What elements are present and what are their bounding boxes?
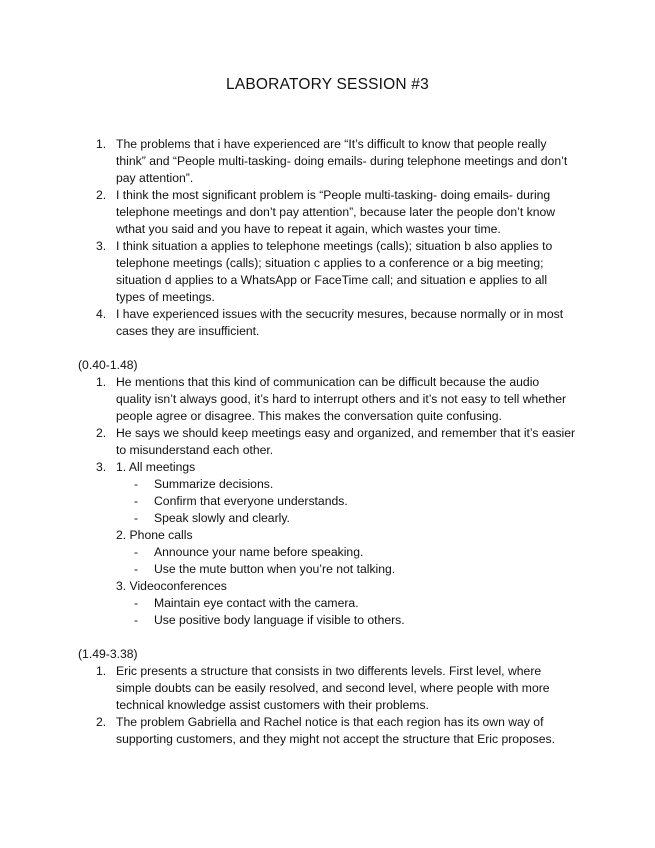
list-item — [0, 425, 576, 459]
bullet-item — [0, 561, 655, 578]
list-item — [0, 374, 576, 425]
page-title: LABORATORY SESSION #3 — [226, 76, 429, 93]
sub-label-phone-calls: 2. Phone calls — [116, 528, 193, 542]
section-label-part2: (0.40-1.48) — [78, 358, 138, 372]
list-number: 1. — [96, 664, 107, 678]
answers-list-part3 — [0, 663, 655, 748]
bullet-item — [0, 510, 655, 527]
sub-label-videoconferences: 3. Videoconferences — [116, 579, 227, 593]
list-text: 1. All meetings — [116, 460, 196, 474]
list-number: 2. — [96, 715, 107, 729]
bullet-dash: - — [134, 596, 139, 610]
bullet-text: Use positive body language if visible to others. — [154, 613, 405, 627]
bullet-dash: - — [134, 545, 139, 559]
bullet-text: Speak slowly and clearly. — [154, 511, 290, 525]
bullet-item — [0, 544, 655, 561]
document-body — [0, 136, 655, 748]
bullet-text: Summarize decisions. — [154, 477, 274, 491]
bullet-item — [0, 493, 655, 510]
list-item — [0, 663, 576, 714]
list-number: 2. — [96, 188, 107, 202]
list-item — [0, 187, 576, 238]
bullet-dash: - — [134, 494, 139, 508]
bullet-item — [0, 612, 655, 629]
list-text: The problem Gabriella and Rachel notice is that each region has its own way of supporting customers, and they might not accept the structure that Eric proposes. — [116, 715, 555, 746]
list-number: 1. — [96, 375, 107, 389]
list-number: 1. — [96, 137, 107, 151]
list-item — [0, 306, 576, 340]
list-item — [0, 459, 576, 476]
list-text: Eric presents a structure that consists in two differents levels. First level, where simple doubts can be easily resolved, and second level, where people with more technical knowledge assist customers with their problems. — [116, 664, 550, 712]
bullet-dash: - — [134, 477, 139, 491]
list-text: I think the most significant problem is “People multi-tasking- doing emails- during telephone meetings and don’t pay attention”, because later the people don’t know wthat you said and you have to repeat it again, which wastes your time. — [116, 188, 556, 236]
list-number: 2. — [96, 426, 107, 440]
list-number: 3. — [96, 239, 107, 253]
bullet-text: Maintain eye contact with the camera. — [154, 596, 359, 610]
list-text: I think situation a applies to telephone meetings (calls); situation b also applies to telephone meetings (calls); situation c applies to a conference or a big meeting; situation d applies to a WhatsApp or FaceTime call; and situation e applies to all types of meetings. — [116, 239, 553, 304]
bullet-item — [0, 476, 655, 493]
bullet-dash: - — [134, 613, 139, 627]
list-text: He mentions that this kind of communication can be difficult because the audio quality isn’t always good, it’s hard to interrupt others and it’s not easy to tell whether people agree or disagree. This makes the conversation quite confusing. — [116, 375, 567, 423]
bullet-text: Use the mute button when you’re not talking. — [154, 562, 396, 576]
bullet-text: Announce your name before speaking. — [154, 545, 364, 559]
answers-list-part2 — [0, 374, 655, 476]
list-text: The problems that i have experienced are “It’s difficult to know that people really think” and “People multi-tasking- doing emails- during telephone meetings and don’t pay attention”. — [116, 137, 568, 185]
bullet-dash: - — [134, 511, 139, 525]
list-number: 4. — [96, 307, 107, 321]
list-item — [0, 136, 576, 187]
list-number: 3. — [96, 460, 107, 474]
bullet-text: Confirm that everyone understands. — [154, 494, 348, 508]
list-item — [0, 714, 576, 748]
list-text: I have experienced issues with the secucrity mesures, because normally or in most cases they are insufficient. — [116, 307, 564, 338]
list-item — [0, 238, 576, 306]
list-text: He says we should keep meetings easy and organized, and remember that it’s easier to misunderstand each other. — [116, 426, 576, 457]
answers-list-part1 — [0, 136, 655, 340]
section-label-part3: (1.49-3.38) — [78, 647, 138, 661]
bullet-item — [0, 595, 655, 612]
bullet-dash: - — [134, 562, 139, 576]
